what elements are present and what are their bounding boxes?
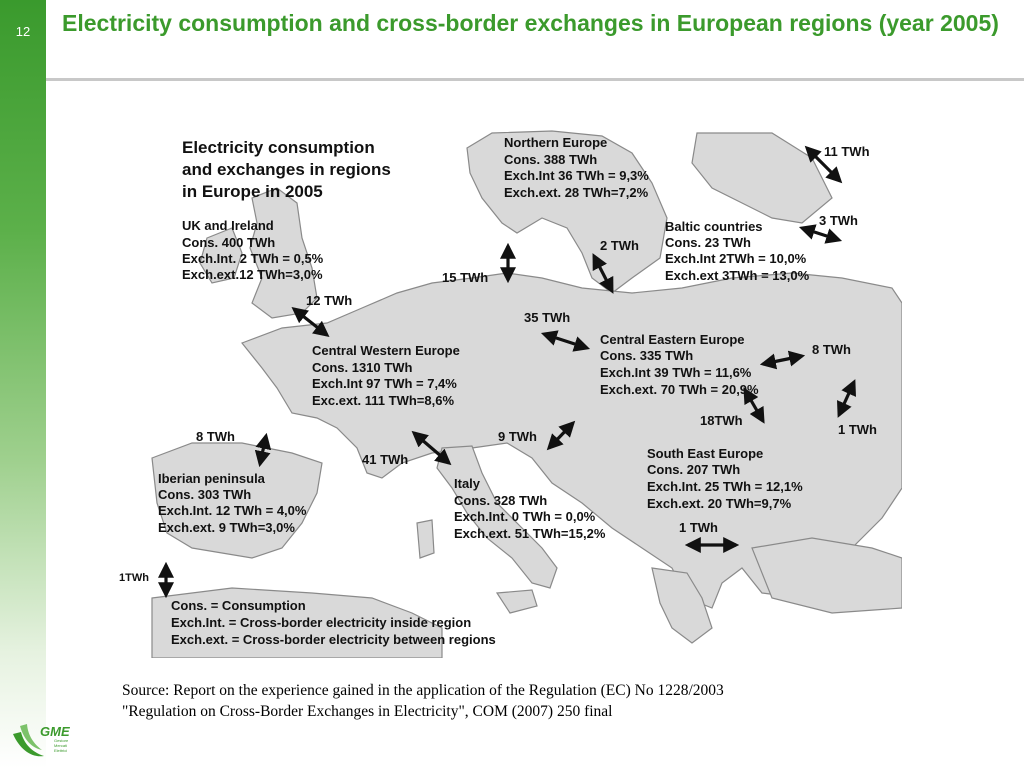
region-exch-ext: Exch.ext.12 TWh=3,0%: [182, 267, 323, 282]
region-name: Baltic countries: [665, 219, 763, 234]
source-citation: [122, 680, 928, 722]
region-northern-europe: [504, 135, 649, 200]
logo-subtext-1: Gestore: [54, 738, 69, 743]
title-divider: [46, 78, 1024, 81]
map-heading-line3: in Europe in 2005: [182, 182, 323, 201]
flow-label-2twh: 2 TWh: [600, 238, 639, 253]
map-heading-line1: Electricity consumption: [182, 138, 375, 157]
slide-number: 12: [15, 24, 31, 39]
region-exch-ext: Exch.ext. 9 TWh=3,0%: [158, 520, 295, 535]
flow-label-15twh: 15 TWh: [442, 270, 489, 285]
region-consumption: Cons. 328 TWh: [454, 493, 548, 508]
flow-label-9twh: 9 TWh: [498, 429, 537, 444]
region-name: Iberian peninsula: [158, 471, 265, 486]
region-exch-ext: Exch.ext. 28 TWh=7,2%: [504, 185, 649, 200]
region-exch-ext: Exch.ext 3TWh = 13,0%: [665, 268, 810, 283]
region-exch-int: Exch.Int 97 TWh = 7,4%: [312, 376, 457, 391]
region-name: Central Western Europe: [312, 343, 460, 358]
sidebar-band: [0, 0, 46, 768]
region-central-eastern: [600, 332, 759, 397]
flow-label-41twh: 41 TWh: [362, 452, 409, 467]
region-exch-ext: Exch.ext. 70 TWh = 20,9%: [600, 382, 759, 397]
gme-logo: [10, 718, 80, 760]
region-exch-int: Exch.Int 39 TWh = 11,6%: [600, 365, 752, 380]
europe-map: [112, 128, 902, 658]
region-name: Northern Europe: [504, 135, 608, 150]
flow-label-1twh-south: 1 TWh: [679, 520, 718, 535]
region-exch-int: Exch.Int. 2 TWh = 0,5%: [182, 251, 324, 266]
region-exch-int: Exch.Int. 12 TWh = 4,0%: [158, 503, 307, 518]
region-exch-int: Exch.Int. 0 TWh = 0,0%: [454, 509, 596, 524]
arrow-3twh: [802, 228, 839, 240]
flow-label-8twh-west: 8 TWh: [196, 429, 235, 444]
region-exch-ext: Exch.ext. 51 TWh=15,2%: [454, 526, 606, 541]
source-line-1: Source: Report on the experience gained in the application of the Regulation (EC) No 1228/2003: [122, 682, 724, 699]
landmass-layer: [152, 131, 902, 658]
logo-subtext-2: Mercati: [54, 743, 68, 748]
region-name: Central Eastern Europe: [600, 332, 745, 347]
region-consumption: Cons. 1310 TWh: [312, 360, 413, 375]
turkey-land: [752, 538, 902, 613]
page-title: Electricity consumption and cross-border exchanges in European regions (year 2005): [62, 10, 999, 36]
region-consumption: Cons. 335 TWh: [600, 348, 694, 363]
region-exch-ext: Exch.ext. 20 TWh=9,7%: [647, 496, 792, 511]
region-exch-ext: Exc.ext. 111 TWh=8,6%: [312, 393, 454, 408]
region-consumption: Cons. 207 TWh: [647, 462, 741, 477]
region-consumption: Cons. 388 TWh: [504, 152, 598, 167]
region-central-western: [312, 343, 460, 408]
flow-label-18twh: 18TWh: [700, 413, 743, 428]
flow-label-1twh-east: 1 TWh: [838, 422, 877, 437]
region-consumption: Cons. 400 TWh: [182, 235, 276, 250]
region-consumption: Cons. 23 TWh: [665, 235, 751, 250]
legend-line-cons: Cons. = Consumption: [171, 598, 306, 613]
region-name: Italy: [454, 476, 481, 491]
sicily-land: [497, 590, 537, 613]
region-exch-int: Exch.Int 2TWh = 10,0%: [665, 251, 807, 266]
logo-text: GME: [40, 724, 70, 739]
flow-label-12twh: 12 TWh: [306, 293, 353, 308]
map-heading-line2: and exchanges in regions: [182, 160, 391, 179]
legend-line-exch-int: Exch.Int. = Cross-border electricity inside region: [171, 615, 472, 630]
region-name: UK and Ireland: [182, 218, 274, 233]
logo-subtext-3: Elettrici: [54, 748, 68, 753]
flow-label-3twh: 3 TWh: [819, 213, 858, 228]
region-baltic: [665, 219, 810, 283]
region-name: South East Europe: [647, 446, 764, 461]
flow-label-11twh: 11 TWh: [824, 144, 870, 159]
region-consumption: Cons. 303 TWh: [158, 487, 252, 502]
legend-arrow-label: 1TWh: [119, 572, 149, 584]
sardinia-land: [417, 520, 434, 558]
region-exch-int: Exch.Int 36 TWh = 9,3%: [504, 168, 649, 183]
legend-line-exch-ext: Exch.ext. = Cross-border electricity between regions: [171, 632, 496, 647]
region-exch-int: Exch.Int. 25 TWh = 12,1%: [647, 479, 803, 494]
flow-label-8twh-east: 8 TWh: [812, 342, 851, 357]
finland-land: [692, 133, 832, 223]
source-line-2: "Regulation on Cross-Border Exchanges in Electricity", COM (2007) 250 final: [122, 703, 613, 720]
flow-label-35twh: 35 TWh: [524, 310, 571, 325]
